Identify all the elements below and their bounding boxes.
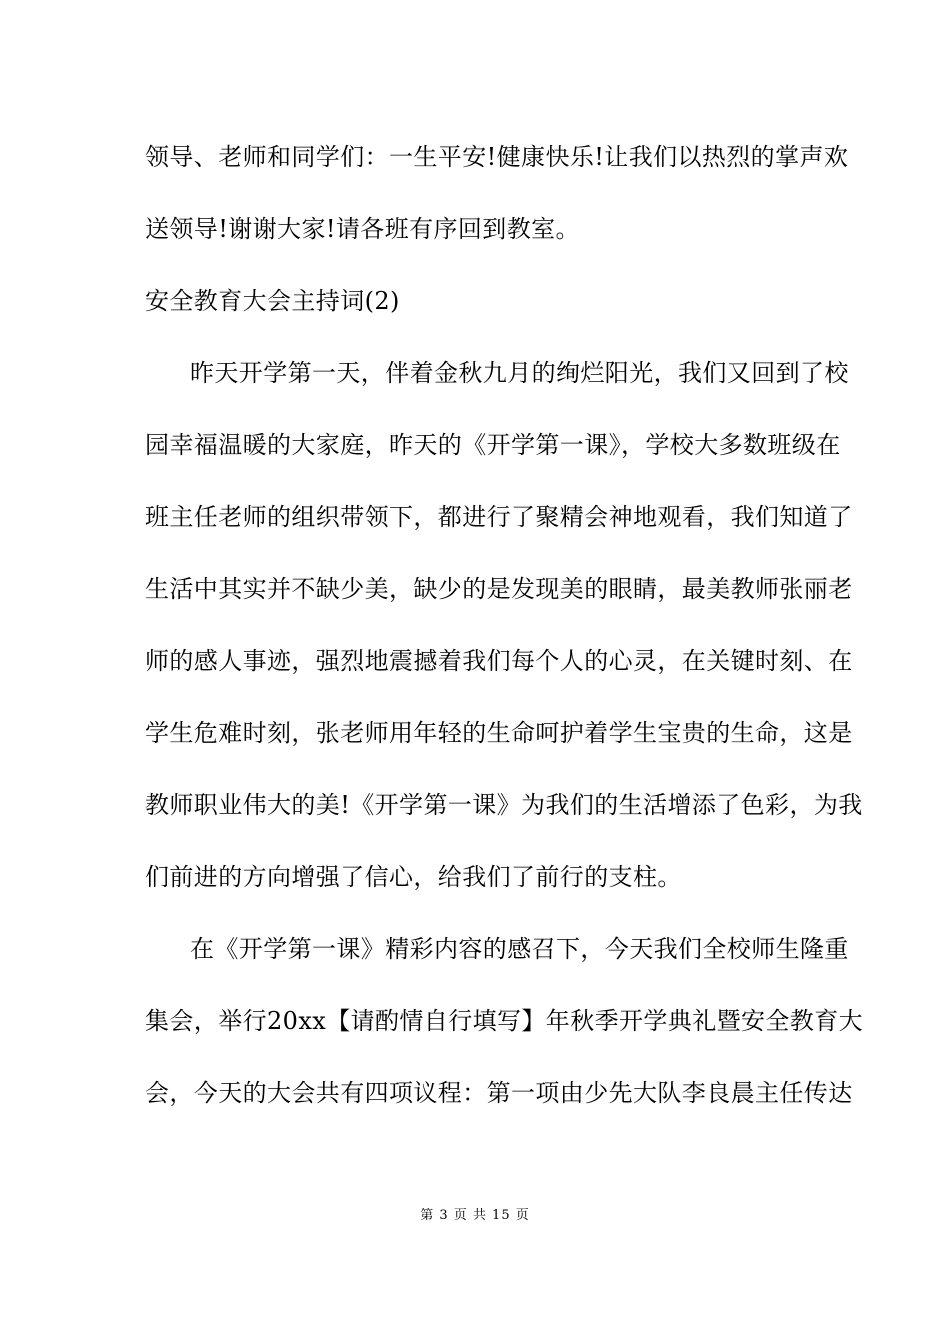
text-line: 送领导!谢谢大家!请各班有序回到教室。 [145, 215, 580, 243]
text-line: 园幸福温暖的大家庭，昨天的《开学第一课》，学校大多数班级在 [145, 431, 841, 459]
text-line: 昨天开学第一天，伴着金秋九月的绚烂阳光，我们又回到了校 [190, 359, 849, 387]
text-line: 生活中其实并不缺少美，缺少的是发现美的眼睛，最美教师张丽老 [145, 575, 853, 603]
text-line: 学生危难时刻，张老师用年轻的生命呵护着学生宝贵的生命，这是 [145, 719, 853, 747]
text-line: 在《开学第一课》精彩内容的感召下，今天我们全校师生隆重 [190, 935, 849, 963]
section-heading: 安全教育大会主持词(2) [145, 287, 400, 315]
text-line: 们前进的方向增强了信心，给我们了前行的支柱。 [145, 863, 682, 891]
text-line: 会，今天的大会共有四项议程：第一项由少先大队李良晨主任传达 [145, 1079, 853, 1107]
text-line: 集会，举行20xx【请酌情自行填写】年秋季开学典礼暨安全教育大 [145, 1007, 864, 1035]
text-line: 师的感人事迹，强烈地震撼着我们每个人的心灵，在关键时刻、在 [145, 647, 853, 675]
text-line: 教师职业伟大的美!《开学第一课》为我们的生活增添了色彩，为我 [145, 791, 863, 819]
page-number: 第 3 页 共 15 页 [420, 1208, 530, 1223]
text-line: 领导、老师和同学们：一生平安!健康快乐!让我们以热烈的掌声欢 [145, 143, 849, 171]
text-line: 班主任老师的组织带领下，都进行了聚精会神地观看，我们知道了 [145, 503, 853, 531]
